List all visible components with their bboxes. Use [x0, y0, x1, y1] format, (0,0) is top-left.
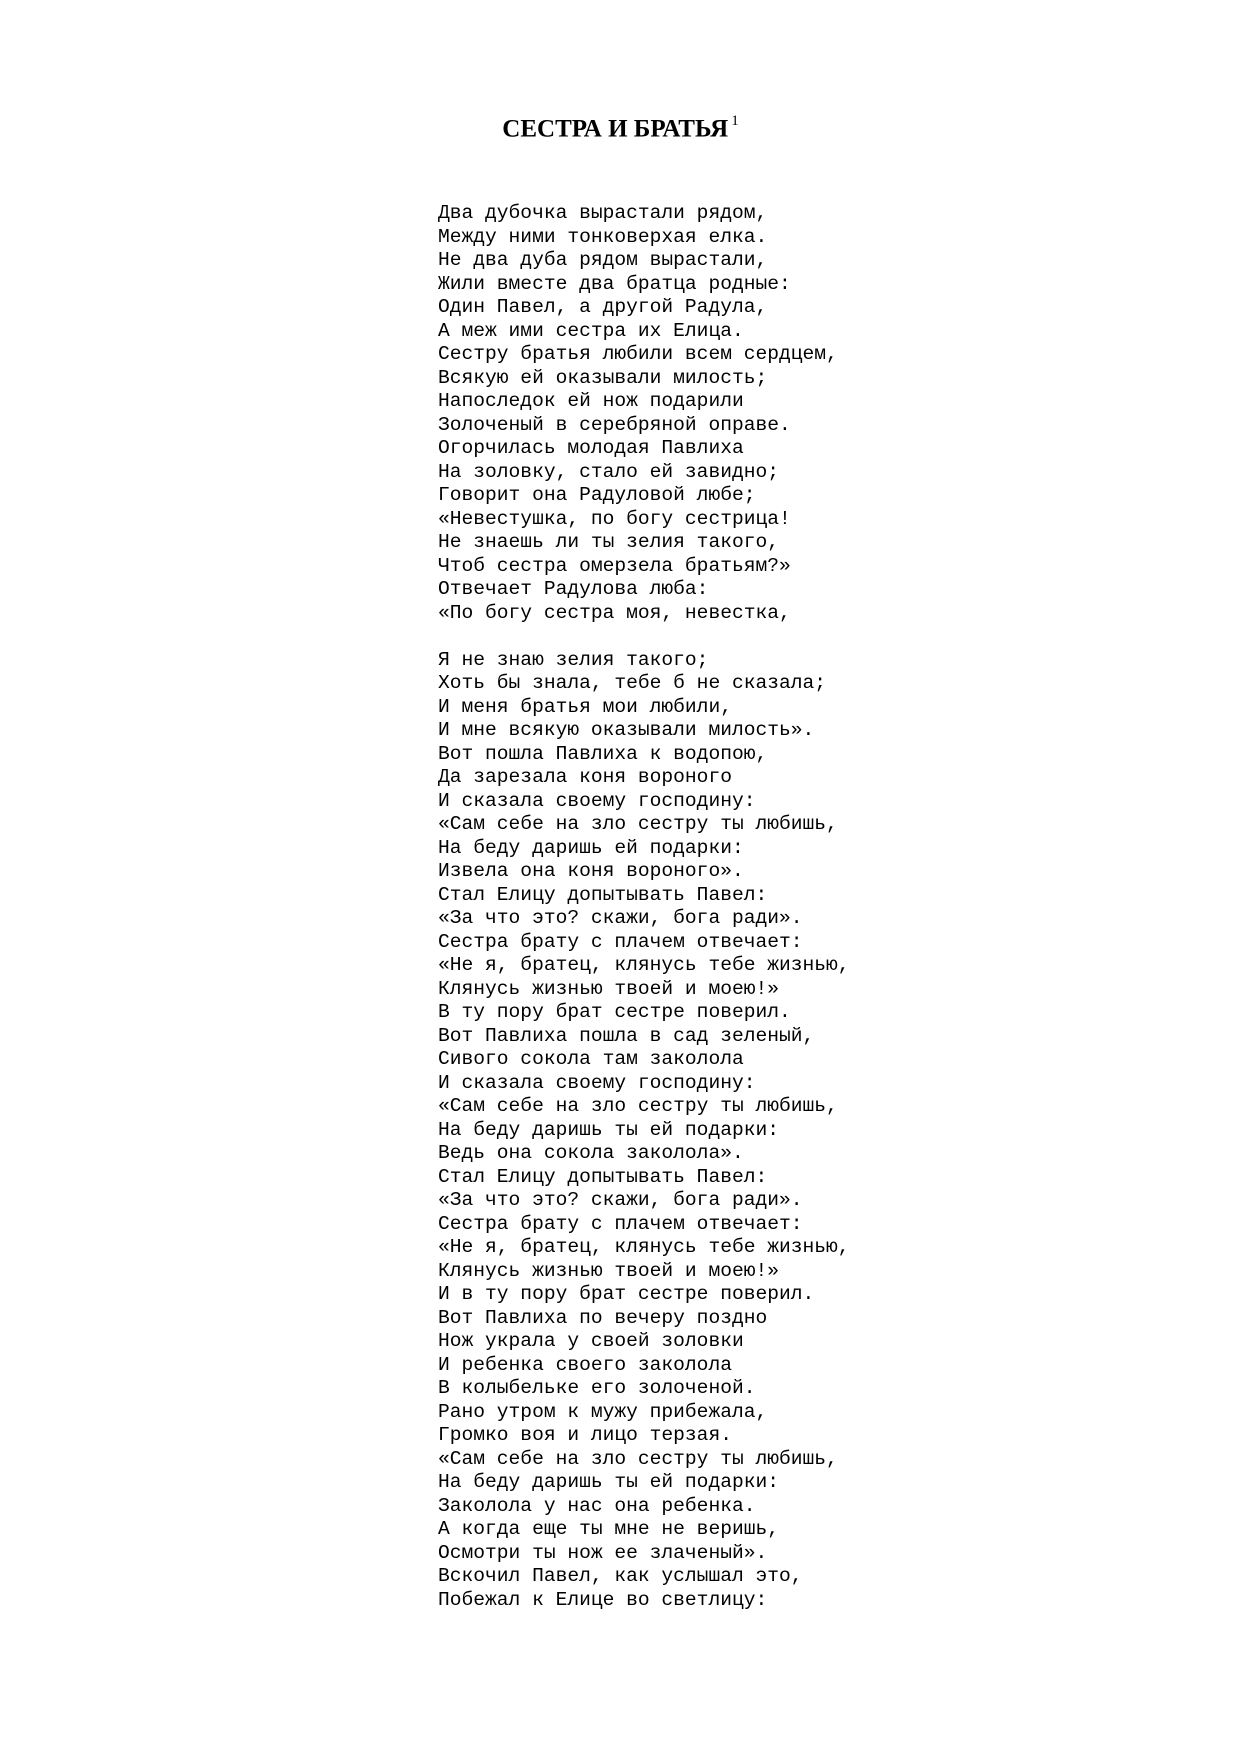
poem-line: «Сам себе на зло сестру ты любишь, — [438, 1095, 838, 1117]
poem-line: На беду даришь ты ей подарки: — [438, 1471, 779, 1493]
poem-line: Побежал к Елице во светлицу: — [438, 1588, 768, 1611]
poem-line: «Невестушка, по богу сестрица! — [438, 507, 791, 530]
poem-line: И меня братья мои любили, — [438, 695, 732, 718]
poem-line: Ведь она сокола заколола». — [438, 1142, 744, 1164]
poem-line: Сивого сокола там заколола — [438, 1048, 744, 1070]
poem-line: На золовку, стало ей завидно; — [438, 460, 779, 483]
poem-line: Вот Павлиха по вечеру поздно — [438, 1306, 768, 1329]
poem-line: «Не я, братец, клянусь тебе жизнью, — [438, 954, 850, 976]
poem-line: Один Павел, а другой Радула, — [438, 296, 768, 318]
poem-line: Сестру братья любили всем сердцем, — [438, 343, 838, 365]
poem-line: Сестра брату с плачем отвечает: — [438, 930, 803, 953]
poem-line: На беду даришь ей подарки: — [438, 836, 744, 859]
poem-line: Стал Елицу допытывать Павел: — [438, 1165, 768, 1188]
poem-line: Рано утром к мужу прибежала, — [438, 1400, 768, 1423]
poem-line: Два дубочка вырастали рядом, — [438, 202, 768, 224]
footnote-marker[interactable]: 1 — [731, 113, 739, 129]
poem-line: Вскочил Павел, как услышал это, — [438, 1565, 803, 1587]
poem-line: Напоследок ей нож подарили — [438, 390, 744, 412]
poem-line: Стал Елицу допытывать Павел: — [438, 883, 768, 906]
poem-line: Сестра брату с плачем отвечает: — [438, 1212, 803, 1235]
poem-line: На беду даришь ты ей подарки: — [438, 1118, 779, 1141]
poem-line: Хоть бы знала, тебе б не сказала; — [438, 672, 827, 694]
poem-line: И мне всякую оказывали милость». — [438, 719, 815, 741]
poem-line: В ту пору брат сестре поверил. — [438, 1001, 791, 1023]
poem-line: И в ту пору брат сестре поверил. — [438, 1283, 815, 1305]
poem-line: «За что это? скажи, бога ради». — [438, 1189, 803, 1211]
poem-line: А меж ими сестра их Елица. — [438, 319, 744, 342]
poem-line: Золоченый в серебряной оправе. — [438, 413, 791, 436]
poem-line: Огорчилась молодая Павлиха — [438, 437, 744, 459]
poem-line: Отвечает Радулова люба: — [438, 578, 709, 600]
poem-line: Вот пошла Павлиха к водопою, — [438, 742, 768, 765]
poem-line: И сказала своему господину: — [438, 1071, 756, 1094]
poem-line: Клянусь жизнью твоей и моею!» — [438, 1259, 779, 1282]
poem-line: Заколола у нас она ребенка. — [438, 1494, 756, 1517]
poem-line: Чтоб сестра омерзела братьям?» — [438, 554, 791, 577]
poem-line: «За что это? скажи, бога ради». — [438, 907, 803, 929]
poem-line: Я не знаю зелия такого; — [438, 648, 709, 671]
poem-line: Извела она коня вороного». — [438, 860, 744, 882]
poem-line: И ребенка своего заколола — [438, 1353, 732, 1376]
stanza-break — [438, 625, 1078, 649]
poem-body — [438, 202, 1078, 1612]
poem-line: Вот Павлиха пошла в сад зеленый, — [438, 1024, 815, 1047]
poem-line: Клянусь жизнью твоей и моею!» — [438, 977, 779, 1000]
poem-line: Всякую ей оказывали милость; — [438, 366, 768, 389]
poem-line: «По богу сестра моя, невестка, — [438, 601, 791, 624]
poem-line: Нож украла у своей золовки — [438, 1330, 744, 1352]
poem-line: А когда еще ты мне не веришь, — [438, 1518, 779, 1540]
poem-line: Жили вместе два братца родные: — [438, 272, 791, 295]
poem-line: Между ними тонковерхая елка. — [438, 225, 768, 248]
poem-line: Не два дуба рядом вырастали, — [438, 249, 768, 271]
poem-line: «Сам себе на зло сестру ты любишь, — [438, 813, 838, 835]
poem-line: «Не я, братец, клянусь тебе жизнью, — [438, 1236, 850, 1258]
poem-line: Говорит она Радуловой любе; — [438, 484, 756, 506]
poem-line: «Сам себе на зло сестру ты любишь, — [438, 1447, 838, 1470]
poem-line: Не знаешь ли ты зелия такого, — [438, 531, 779, 553]
poem-line: В колыбельке его золоченой. — [438, 1377, 756, 1399]
poem-title-text: СЕСТРА И БРАТЬЯ — [502, 115, 729, 143]
poem-line: И сказала своему господину: — [438, 789, 756, 812]
poem-line: Да зарезала коня вороного — [438, 766, 732, 788]
poem-line: Громко воя и лицо терзая. — [438, 1424, 732, 1446]
poem-title — [0, 108, 1241, 144]
poem-line: Осмотри ты нож ее злаченый». — [438, 1541, 768, 1564]
